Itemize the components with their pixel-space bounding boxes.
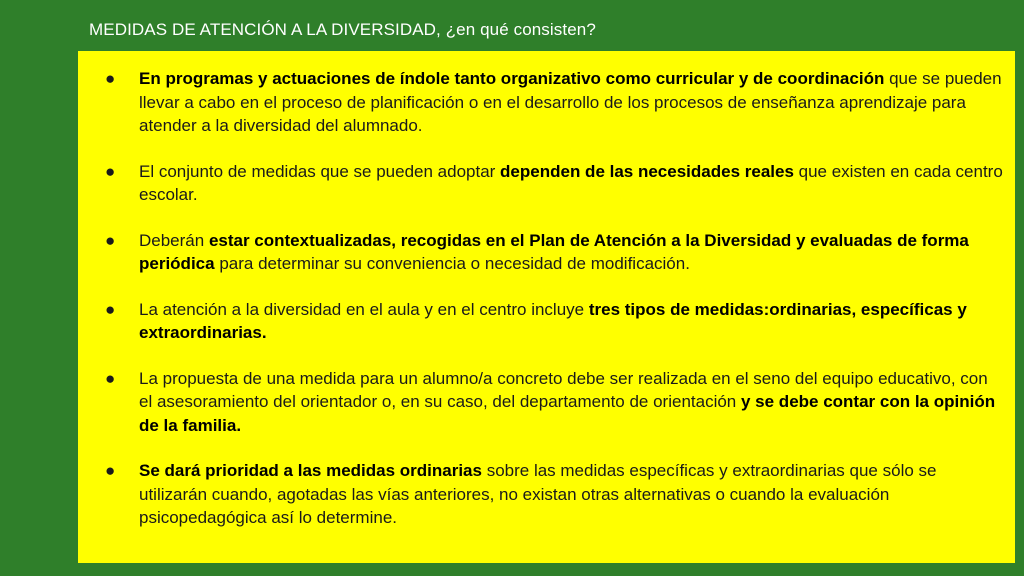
item-text [139, 162, 1003, 205]
text-bold: dependen de las necesidades reales [500, 161, 794, 181]
list-item [78, 298, 1005, 345]
list-item [78, 67, 1005, 138]
item-text [139, 69, 1002, 135]
bullet-icon: ● [105, 69, 116, 88]
text-normal: Deberán [139, 230, 209, 250]
bullet-icon: ● [105, 461, 116, 480]
text-bold: En programas y actuaciones de índole tanto organizativo como curricular y de coordinación [139, 69, 885, 88]
bullet-list [78, 67, 1005, 530]
list-item [78, 367, 1005, 438]
text-normal: sobre las medidas específicas y extraordinarias que sólo se utilizarán cuando, agotadas las vías anteriores, no existan otras alternativas o cuando la evaluación psicopedagógica así lo determine. [139, 461, 937, 527]
text-bold: Se dará prioridad a las medidas ordinarias [139, 461, 482, 480]
bullet-icon: ● [105, 368, 116, 388]
list-item [78, 229, 1005, 276]
bullet-icon: ● [105, 230, 116, 250]
text-bold: y se debe contar con la opinión de la familia. [139, 392, 996, 435]
text-normal: La atención a la diversidad en el aula y en el centro incluye [139, 299, 589, 319]
text-bold: estar contextualizadas, recogidas en el Plan de Atención a la Diversidad y evaluadas de forma periódica [139, 230, 969, 273]
text-normal: que existen en cada centro escolar. [139, 161, 1003, 204]
text-bold: tres tipos de medidas:ordinarias, específicas y extraordinarias. [139, 299, 967, 342]
list-item [78, 160, 1005, 207]
text-normal: que se pueden llevar a cabo en el proceso de planificación o en el desarrollo de los procesos de enseñanza aprendizaje para atender a la diversidad del alumnado. [139, 69, 1002, 135]
page-title: MEDIDAS DE ATENCIÓN A LA DIVERSIDAD, ¿en qué consisten? [89, 20, 596, 39]
text-normal: para determinar su conveniencia o necesidad de modificación. [214, 254, 690, 273]
text-normal: El conjunto de medidas que se pueden adoptar [139, 161, 501, 181]
bullet-icon: ● [105, 161, 116, 181]
item-text [139, 369, 995, 435]
list-item [78, 459, 1005, 530]
item-text [139, 231, 969, 274]
text-normal: La propuesta de una medida para un alumno/a concreto debe ser realizada en el seno del equipo educativo, con el asesoramiento del orientador o, en su caso, del departamento de orientación [139, 368, 988, 411]
item-text [139, 300, 967, 343]
content-panel [78, 51, 1015, 563]
bullet-icon: ● [105, 299, 116, 319]
item-text [139, 461, 936, 527]
